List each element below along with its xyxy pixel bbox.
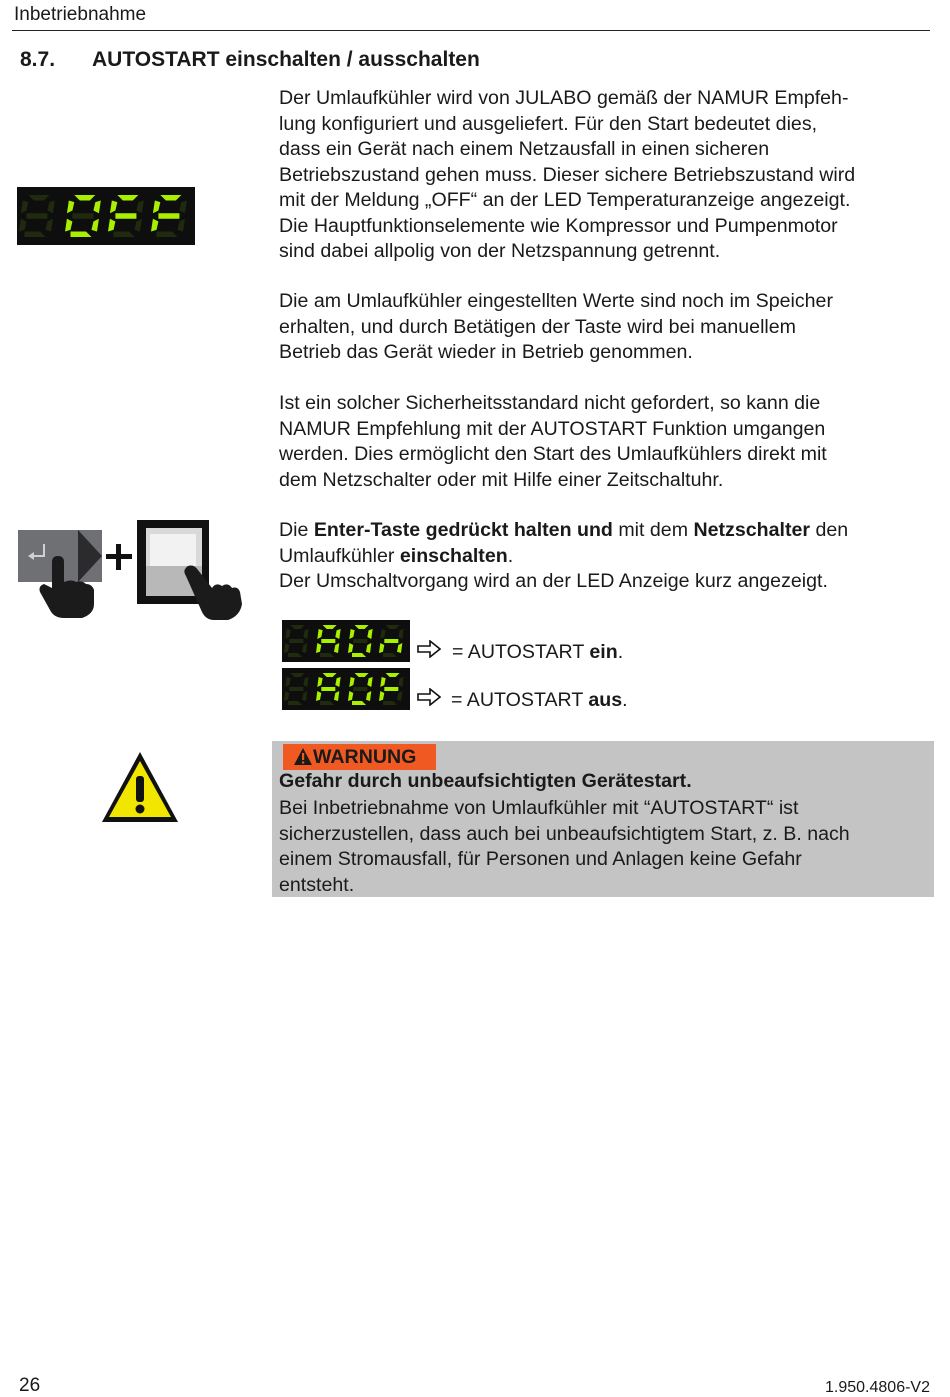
led-segment	[93, 201, 100, 214]
led-segment	[316, 691, 321, 701]
legend-state: aus	[588, 689, 623, 711]
led-segment	[320, 653, 334, 657]
led-segment	[320, 701, 334, 705]
led-segment	[397, 691, 402, 701]
led-segment	[334, 691, 339, 701]
text-line: Der Umlaufkühler wird von JULABO gemäß der NAMUR Empfeh-	[279, 87, 849, 109]
led-segment	[115, 213, 136, 219]
text-line: Ist ein solcher Sicherheitsstandard nicht gefordert, so kann die	[279, 392, 821, 414]
text-line: einem Stromausfall, für Personen und Anlagen keine Gefahr	[279, 848, 802, 870]
led-segment	[353, 639, 367, 643]
text-run-bold: Enter-Taste gedrückt halten und	[313, 519, 613, 541]
led-segment	[380, 629, 385, 639]
warning-badge	[283, 744, 436, 770]
led-segment	[384, 687, 398, 691]
led-segment	[335, 677, 340, 687]
led-segment	[28, 195, 49, 201]
enter-plus-switch-illustration	[16, 518, 252, 620]
text-line: Betriebszustand gehen muss. Dieser sichere Betriebszustand wird	[279, 163, 856, 186]
section-title: AUTOSTART einschalten / ausschalten	[92, 48, 480, 71]
text-line: entsteht.	[279, 873, 355, 896]
led-segment	[383, 701, 397, 705]
led-segment	[379, 643, 384, 653]
led-segment	[348, 691, 353, 701]
led-segment	[110, 201, 117, 214]
led-segment	[65, 219, 72, 232]
led-segment	[291, 625, 305, 629]
led-segment	[151, 219, 158, 232]
led-segment	[366, 691, 371, 701]
led-segment	[19, 219, 26, 232]
led-segment	[157, 232, 178, 238]
text-run: mit dem	[612, 519, 694, 541]
led-segment	[379, 691, 384, 701]
led-segment	[323, 673, 337, 677]
led-segment	[348, 643, 353, 653]
led-display-svg	[282, 668, 410, 710]
warning-heading: Gefahr durch unbeaufsichtigten Gerätestart.	[279, 770, 692, 792]
led-segment	[302, 691, 307, 701]
led-segment	[353, 687, 367, 691]
led-segment	[380, 677, 385, 687]
led-segment	[398, 677, 403, 687]
led-segment	[285, 677, 290, 687]
text-line: Der Umschaltvorgang wird an der LED Anzeige kurz angezeigt.	[279, 570, 828, 592]
text-line: dem Netzschalter oder mit Hilfe einer Zeitschaltuhr.	[279, 468, 724, 491]
led-segment	[117, 195, 138, 201]
led-segment	[323, 625, 337, 629]
led-segment	[303, 629, 308, 639]
legend-autostart-off	[451, 689, 628, 712]
text-run-bold: einschalten	[399, 544, 508, 567]
legend-state: ein	[589, 641, 618, 663]
led-segment	[108, 219, 115, 232]
led-segment	[317, 629, 322, 639]
legend-suffix: .	[617, 641, 624, 663]
led-segment	[349, 677, 354, 687]
legend-autostart-on	[452, 641, 623, 664]
led-segment	[291, 673, 305, 677]
led-segment	[386, 625, 400, 629]
section-number: 8.7.	[20, 48, 56, 71]
text-run: den	[810, 519, 849, 541]
led-segment	[386, 673, 400, 677]
warning-sign-icon	[293, 747, 313, 766]
legend-suffix: .	[622, 689, 628, 711]
text-run: Die	[279, 519, 314, 541]
led-segment	[284, 691, 289, 701]
led-segment	[26, 213, 47, 219]
text-run: .	[507, 544, 514, 567]
led-segment	[349, 629, 354, 639]
led-segment	[288, 653, 302, 657]
led-display-autostart-on	[282, 620, 410, 662]
text-line: sind dabei allpolig von der Netzspannung getrennt.	[279, 240, 721, 262]
text-line	[279, 544, 929, 570]
led-display-off	[17, 187, 195, 245]
paragraph-procedure	[279, 518, 929, 595]
text-line: lung konfiguriert und ausgeliefert. Für den Start bedeutet dies,	[279, 112, 818, 135]
warning-body	[279, 796, 850, 898]
led-segment	[334, 643, 339, 653]
legend-prefix: = AUTOSTART	[451, 689, 589, 711]
text-line: Betrieb das Gerät wieder in Betrieb genommen.	[279, 341, 693, 363]
led-segment	[316, 643, 321, 653]
text-run: Umlaufkühler	[279, 544, 400, 567]
led-segment	[47, 201, 54, 214]
led-segment	[398, 629, 403, 639]
text-line: NAMUR Empfehlung mit der AUTOSTART Funktion umgangen	[279, 417, 826, 440]
led-segment	[71, 232, 92, 238]
hollow-arrow-right-icon	[417, 688, 441, 706]
led-segment	[289, 639, 303, 643]
led-segment	[317, 677, 322, 687]
text-line: dass ein Gerät nach einem Netzausfall in einen sicheren	[279, 138, 770, 160]
led-segment	[178, 219, 185, 232]
led-display-svg	[282, 620, 410, 662]
text-line: Die am Umlaufkühler eingestellten Werte sind noch im Speicher	[279, 290, 833, 312]
illustration-svg	[16, 518, 252, 620]
led-segment	[72, 213, 93, 219]
paragraph-autostart	[279, 391, 929, 493]
page-number: 26	[19, 1375, 41, 1396]
warning-badge-label: WARNUNG	[313, 746, 417, 768]
led-segment	[179, 201, 186, 214]
led-segment	[288, 701, 302, 705]
led-segment	[397, 643, 402, 653]
led-segment	[160, 195, 181, 201]
hollow-arrow-right-icon	[417, 640, 441, 658]
text-line: sicherzustellen, dass auch bei unbeaufsichtigtem Start, z. B. nach	[279, 822, 850, 845]
led-segment	[367, 677, 372, 687]
warning-triangle-icon	[100, 750, 180, 824]
legend-prefix: = AUTOSTART	[452, 641, 590, 663]
led-segment	[355, 625, 369, 629]
led-segment	[302, 643, 307, 653]
led-segment	[289, 687, 303, 691]
document-number: 1.950.4806-V2	[825, 1379, 930, 1396]
header-title: Inbetriebnahme	[14, 4, 147, 25]
plus-icon	[106, 544, 132, 570]
text-line	[279, 518, 929, 544]
led-segment	[114, 232, 135, 238]
led-segment	[285, 629, 290, 639]
led-segment	[284, 643, 289, 653]
paragraph-namur	[279, 86, 929, 265]
led-segment	[158, 213, 179, 219]
text-run-bold: Netzschalter	[693, 519, 810, 541]
text-line: erhalten, und durch Betätigen der Taste wird bei manuellem	[279, 315, 797, 338]
led-segment	[74, 195, 95, 201]
led-segment	[367, 629, 372, 639]
text-line: Die Hauptfunktionselemente wie Kompressor und Pumpenmotor	[279, 214, 838, 237]
led-segment	[303, 677, 308, 687]
led-segment	[153, 201, 160, 214]
led-segment	[355, 673, 369, 677]
text-line: Bei Inbetriebnahme von Umlaufkühler mit “AUTOSTART“ ist	[279, 797, 799, 819]
paragraph-memory	[279, 289, 929, 366]
led-segment	[383, 653, 397, 657]
led-segment	[366, 643, 371, 653]
led-segment	[46, 219, 53, 232]
led-segment	[321, 687, 335, 691]
led-segment	[92, 219, 99, 232]
led-segment	[135, 219, 142, 232]
text-line: mit der Meldung „OFF“ an der LED Temperaturanzeige angezeigt.	[279, 189, 851, 211]
led-segment	[352, 701, 366, 705]
led-segment	[384, 639, 398, 643]
led-segment	[21, 201, 28, 214]
led-display-autostart-off	[282, 668, 410, 710]
led-segment	[25, 232, 46, 238]
led-segment	[352, 653, 366, 657]
led-segment	[335, 629, 340, 639]
led-segment	[136, 201, 143, 214]
header-divider	[12, 30, 930, 31]
led-segment	[67, 201, 74, 214]
led-segment	[321, 639, 335, 643]
led-display-svg	[17, 187, 195, 245]
text-line: werden. Dies ermöglicht den Start des Umlaufkühlers direkt mit	[279, 443, 827, 465]
